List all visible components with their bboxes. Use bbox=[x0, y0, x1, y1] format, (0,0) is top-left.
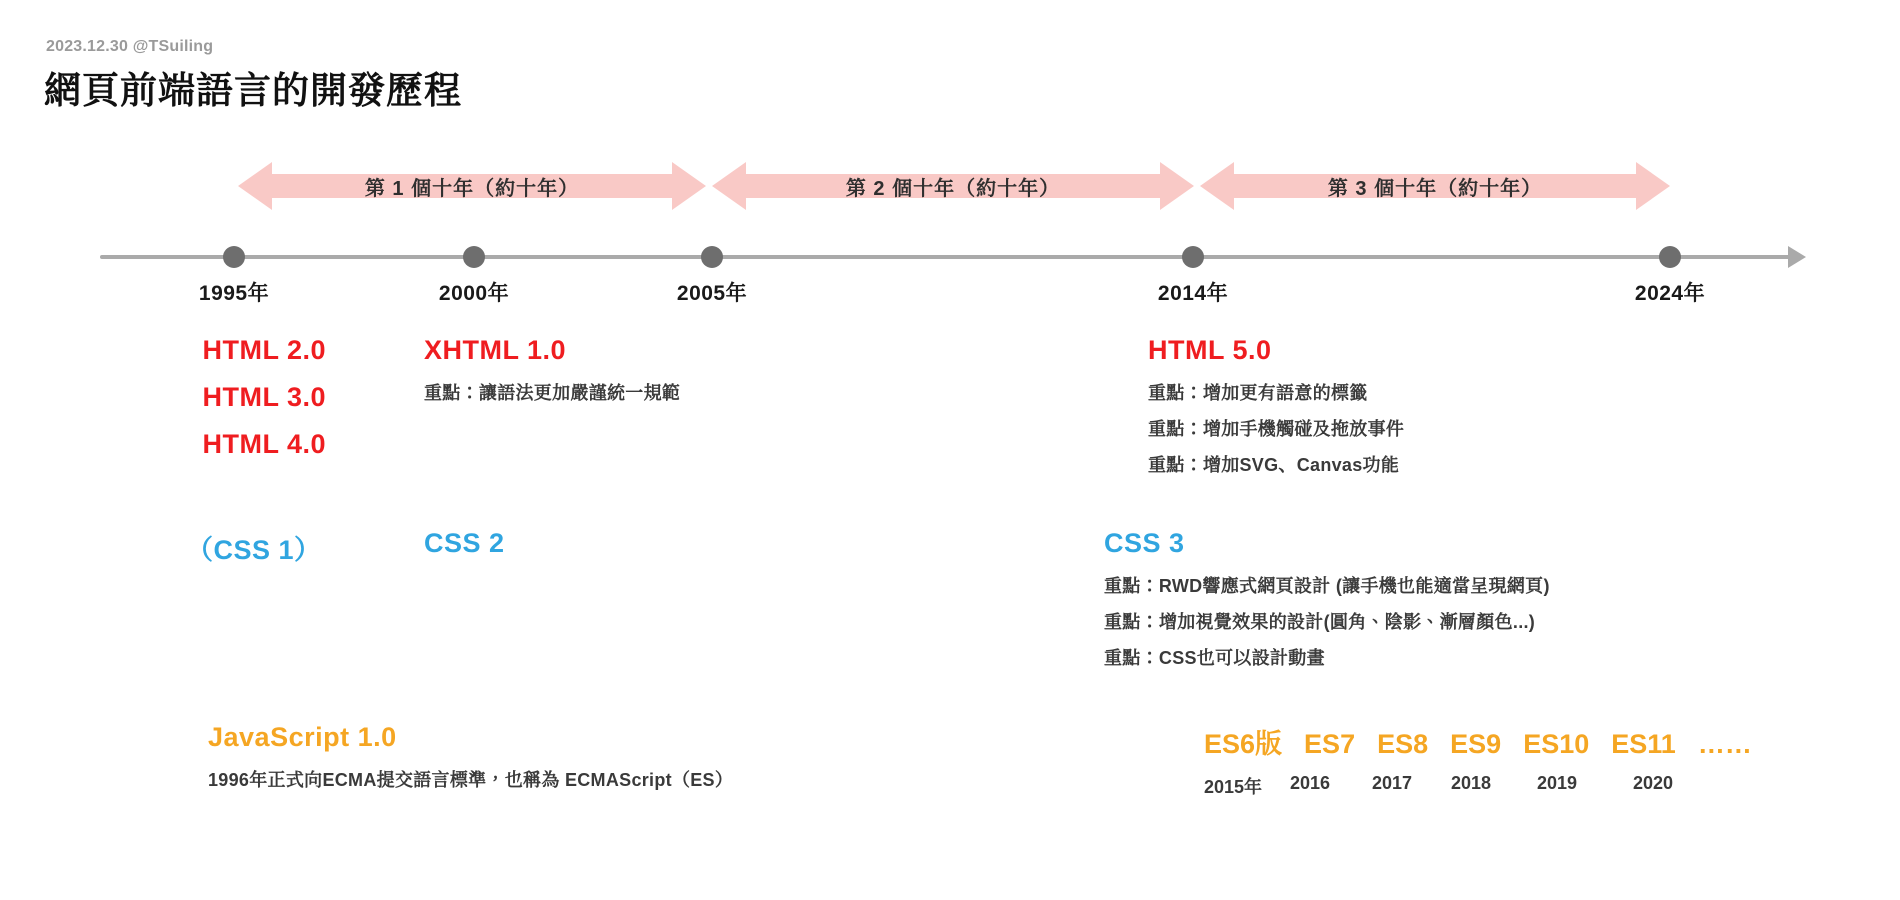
axis-line bbox=[100, 255, 1790, 259]
css2-block-2000 bbox=[424, 528, 505, 559]
timeline-dot-2005 bbox=[701, 246, 723, 268]
decade-band-3-label: 第 3 個十年（約十年） bbox=[1327, 177, 1543, 200]
decade-band-1 bbox=[238, 160, 706, 212]
html5-block-2014 bbox=[1148, 335, 1404, 477]
es7-year: 2016 bbox=[1290, 773, 1331, 793]
es-year-row bbox=[1204, 773, 1752, 799]
timeline-axis bbox=[0, 236, 1900, 276]
es9-year: 2018 bbox=[1451, 773, 1492, 793]
decade-band-2 bbox=[712, 160, 1194, 212]
javascript-note: 1996年正式向ECMA提交語言標準，也稱為 ECMAScript（ES） bbox=[208, 770, 734, 790]
css3-note-2: 重點：增加視覺效果的設計(圓角、陰影、漸層顏色...) bbox=[1104, 612, 1536, 632]
css-1-label: （CSS 1） bbox=[186, 535, 322, 565]
es-ellipsis-label: …… bbox=[1697, 729, 1752, 759]
es-versions-block-2014 bbox=[1204, 722, 1752, 799]
xhtml-note: 重點：讓語法更加嚴謹統一規範 bbox=[424, 383, 681, 403]
html5-note-2: 重點：增加手機觸碰及拖放事件 bbox=[1148, 419, 1405, 439]
html5-note-3: 重點：增加SVG、Canvas功能 bbox=[1148, 455, 1400, 475]
es11-year: 2020 bbox=[1633, 773, 1674, 793]
decade-band-2-label: 第 2 個十年（約十年） bbox=[845, 177, 1061, 200]
decade-band-row bbox=[0, 160, 1900, 212]
es6-label: ES6版 bbox=[1204, 729, 1283, 759]
timeline-year-label-2024: 2024年 bbox=[1634, 282, 1706, 305]
decade-band-1-label: 第 1 個十年（約十年） bbox=[364, 177, 580, 200]
es7-label: ES7 bbox=[1304, 729, 1356, 759]
page-title: 網頁前端語言的開發歷程 bbox=[44, 70, 462, 111]
es11-label: ES11 bbox=[1611, 729, 1676, 759]
css3-note-1: 重點：RWD響應式網頁設計 (讓手機也能適當呈現網頁) bbox=[1104, 576, 1550, 596]
css-3-label: CSS 3 bbox=[1104, 528, 1185, 558]
html-2-0-label: HTML 2.0 bbox=[202, 335, 326, 365]
timeline-year-label-2000: 2000年 bbox=[438, 282, 510, 305]
html-versions-1995 bbox=[176, 335, 326, 460]
timeline-year-label-2014: 2014年 bbox=[1157, 282, 1229, 305]
timeline-year-label-1995: 1995年 bbox=[198, 282, 270, 305]
html-3-0-label: HTML 3.0 bbox=[202, 382, 326, 412]
es6-year: 2015年 bbox=[1204, 777, 1263, 797]
es-version-row bbox=[1204, 722, 1752, 761]
timeline-dot-1995 bbox=[223, 246, 245, 268]
xhtml-1-0-label: XHTML 1.0 bbox=[424, 335, 567, 365]
html-4-0-label: HTML 4.0 bbox=[202, 429, 326, 459]
byline: 2023.12.30 @TSuiling bbox=[46, 38, 214, 55]
html-5-0-label: HTML 5.0 bbox=[1148, 335, 1272, 365]
es10-label: ES10 bbox=[1523, 729, 1590, 759]
css-2-label: CSS 2 bbox=[424, 528, 505, 558]
timeline-year-label-2005: 2005年 bbox=[676, 282, 748, 305]
css3-note-3: 重點：CSS也可以設計動畫 bbox=[1104, 648, 1325, 668]
xhtml-block-2000 bbox=[424, 335, 680, 405]
timeline-dot-2014 bbox=[1182, 246, 1204, 268]
es9-label: ES9 bbox=[1450, 729, 1502, 759]
decade-band-3 bbox=[1200, 160, 1670, 212]
html5-note-1: 重點：增加更有語意的標籤 bbox=[1148, 383, 1368, 403]
javascript-1-0-label: JavaScript 1.0 bbox=[208, 722, 397, 752]
css1-block-1995 bbox=[186, 528, 322, 567]
timeline-dot-2000 bbox=[463, 246, 485, 268]
timeline-dot-2024 bbox=[1659, 246, 1681, 268]
es10-year: 2019 bbox=[1537, 773, 1578, 793]
es8-year: 2017 bbox=[1372, 773, 1413, 793]
axis-arrow-icon bbox=[1788, 246, 1806, 268]
es8-label: ES8 bbox=[1377, 729, 1429, 759]
css3-block-2014 bbox=[1104, 528, 1550, 670]
javascript-block-2000 bbox=[208, 722, 733, 792]
